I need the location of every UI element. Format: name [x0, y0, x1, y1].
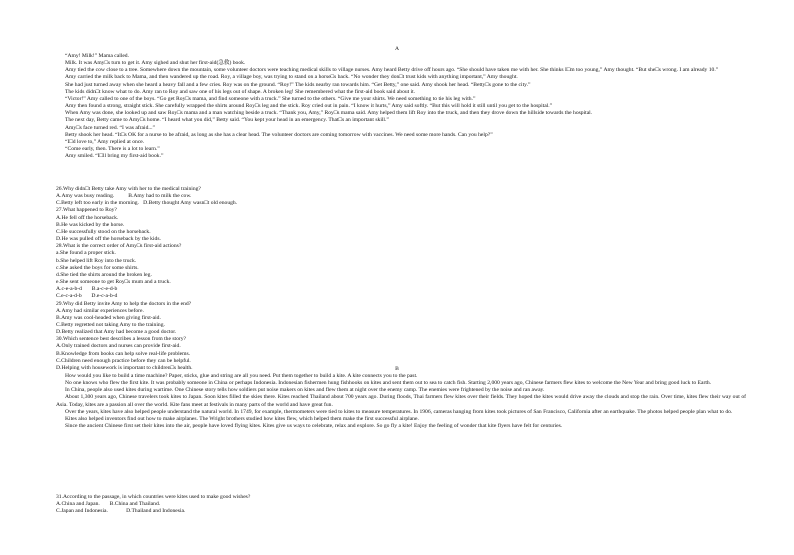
- order-step: e.She sent someone to get Roy□s mum and a truck.: [56, 279, 171, 286]
- answer-option: A.Amy was busy reading. B.Amy had to milk the cow.: [56, 193, 192, 200]
- answer-option: C.Children need enough practice before they can be helpful.: [56, 357, 191, 364]
- order-step: a.She found a proper stick.: [56, 250, 116, 257]
- passage-a-paragraph: Milk. It was Amy□s turn to get it. Amy sighed and shut her first-aid(急救) book.: [65, 60, 246, 67]
- answer-option: A.c-e-a-b-d B.a-c-e-d-b: [56, 286, 118, 293]
- passage-b-paragraph: Over the years, kites have also helped people understand the natural world. In 1749, for example, thermometers were tied to kites to measure temperatures. In 1906, cameras hanging from kites took pictures of San Francisco, California after an earthquake. The photos helped people plan what to do.: [65, 408, 733, 415]
- passage-b-paragraph: Since the ancient Chinese first set their kites into the air, people have loved flying kites. Kites give us ways to celebrate, relax and explore. So go fly a kite! Enjoy the feeling of wonder that kite flyers have felt for centuries.: [65, 423, 563, 430]
- question-text: 26.Why didn□t Betty take Amy with her to the medical training?: [56, 186, 201, 192]
- answer-option: C.Betty regretted not taking Amy to the training.: [56, 321, 165, 328]
- order-step: c.She asked the boys for some shirts.: [56, 264, 139, 271]
- passage-a: [56, 53, 746, 160]
- question-text: 29.Why did Betty invite Amy to help the doctors in the end?: [56, 300, 192, 307]
- question-text: 30.Which sentence best describes a lesson from the story?: [56, 336, 187, 343]
- passage-a-paragraph: “Come early, then. There is a lot to learn.”: [65, 146, 160, 153]
- answer-option: A.He fell off the horseback.: [56, 214, 119, 221]
- passage-a-paragraph: Amy□s face turned red. “I was afraid...”: [65, 124, 156, 131]
- question-text: 27.What happened to Roy?: [56, 207, 117, 214]
- questions-a: [56, 186, 746, 372]
- passage-a-paragraph: Amy carried the milk back to Mama, and then wandered up the road. Roy, a village boy, was trying to stand on a horse□s back. “No wonder they don□t trust kids with anything important,” Amy thought.: [65, 74, 518, 81]
- section-a-heading: A: [394, 46, 400, 52]
- passage-b-paragraph: No one knows who flew the first kite. It was probably someone in China or perhaps Indonesia. Indonesian fishermen hung fishhooks on kites and sent them out to sea to catch fish. Starting 2,000 years ago, Chinese farmers flew kites to welcome the New Year and bring good luck to Earth.: [65, 380, 712, 387]
- answer-option: C.Japan and Indonesia. D.Thailand and Indonesia.: [56, 508, 186, 515]
- passage-b: [56, 373, 746, 430]
- answer-option: D.He was pulled off the horseback by the kids.: [56, 236, 161, 243]
- answer-option: A.China and Japan. B.China and Thailand.: [56, 501, 161, 508]
- passage-a-paragraph: The kids didn□t know what to do. Amy ran to Roy and saw one of his legs out of shape. A broken leg! She remembered what the first-aid book said about it.: [65, 88, 416, 95]
- passage-b-paragraph: How would you like to build a time machine? Paper, sticks, glue and string are all you need. Put them together to build a kite. A kite connects you to the past.: [65, 373, 418, 379]
- passage-a-paragraph: “Amy! Milk!” Mama called.: [65, 53, 129, 59]
- passage-a-paragraph: Betty shook her head. “It□s OK for a nurse to be afraid, as long as she has a clear head. The volunteer doctors are coming tomorrow with vaccines. We need some more hands. Can you help?”: [65, 131, 493, 138]
- answer-option: D.Betty realized that Amy had become a good doctor.: [56, 329, 177, 336]
- passage-a-paragraph: The next day, Betty came to Amy□s home. “I heard what you did,” Betty said. “You kept your head in an emergency. That□s an important skill.”: [65, 117, 389, 124]
- passage-b-paragraph: In China, people also used kites during wartime. One Chinese story tells how soldiers put noise makers on kites and flew them at night over the enemy camp. The enemies were frightened by the noise and ran away.: [65, 387, 545, 394]
- passage-a-paragraph: Amy smiled. “I□ll bring my first-aid book.”: [65, 153, 164, 160]
- answer-option: A.Amy had similar experiences before.: [56, 307, 144, 314]
- passage-a-paragraph: When Amy was done, she looked up and saw Roy□s mama and a man watching beside a truck. “Thank you, Amy,” Roy□s mama said. Amy helped them lift Roy into the truck, and then they drove down the hillside towards the hospital.: [65, 110, 593, 117]
- order-step: b.She helped lift Roy into the truck.: [56, 257, 137, 264]
- passage-a-paragraph: Amy then found a strong, straight stick. She carefully wrapped the shirts around Roy□s leg and the stick. Roy cried out in pain. “I know it hurts,” Amy said softly. “But this will hold it still until you get to the hospital.”: [65, 103, 553, 110]
- answer-option: B.Amy was cool-headed when giving first-aid.: [56, 314, 161, 321]
- answer-option: B.Knowledge from books can help solve real-life problems.: [56, 350, 191, 357]
- question-text: 31.According to the passage, in which countries were kites used to make good wishes?: [56, 494, 251, 500]
- section-b-heading: B: [395, 366, 399, 372]
- question-text: 28.What is the correct order of Amy□s first-aid actions?: [56, 243, 182, 250]
- answer-option: C.e-c-a-d-b D.e-c-a-b-d: [56, 293, 118, 300]
- passage-a-paragraph: Amy tied the cow close to a tree. Somewhere down the mountain, some volunteer doctors were teaching medical skills to village nurses. Amy heard Betty drive off hours ago. “She should have taken me with her. She thinks I□m too young,” Amy thought. “But she□s wrong. I am already 10.”: [65, 67, 719, 74]
- answer-option: C.Betty left too early in the morning. D.Betty thought Amy wasn□t old enough.: [56, 200, 238, 207]
- passage-b-paragraph: About 1,300 years ago, Chinese travelers took kites to Japan. Soon kites filled the skies there. Kites reached Thailand about 700 years ago. During floods, Thai farmers flew kites over their fields. They hoped the kites would drive away the clouds and stop the rain. Over time, kites flew their way out of Asia. Today, kites are a passion all over the world. Kite fans meet at festivals in many parts of the world and have great fun.: [56, 394, 746, 408]
- questions-b: [56, 494, 746, 515]
- answer-option: B.He was kicked by the horse.: [56, 221, 125, 228]
- passage-b-paragraph: Kites also helped inventors find out how to make airplanes. The Wright brothers studied how kites flew, which helped them make the first successful airplane.: [65, 415, 419, 422]
- order-step: d.She tied the shirts around the broken leg.: [56, 271, 152, 278]
- passage-a-paragraph: “I□d love to,” Amy replied at once.: [65, 138, 145, 145]
- passage-a-paragraph: “Victor!” Amy called to one of the boys. “Go get Roy□s mama, and find someone with a truck.” She turned to the others. “Give me your shirts. We need something to tie his leg with.”: [65, 95, 476, 102]
- passage-a-paragraph: She had just turned away when she heard a heavy fall and a few cries. Roy was on the ground. “Roy!” The kids nearby ran towards him. “Get Betty,” one said. Amy shook her head. “Betty□s gone to the city.”: [65, 81, 531, 88]
- answer-option: C.He successfully stood on the horseback.: [56, 228, 151, 235]
- answer-option: D.Helping with housework is important to children□s health.: [56, 364, 193, 371]
- answer-option: A.Only trained doctors and nurses can provide first-aid.: [56, 343, 181, 350]
